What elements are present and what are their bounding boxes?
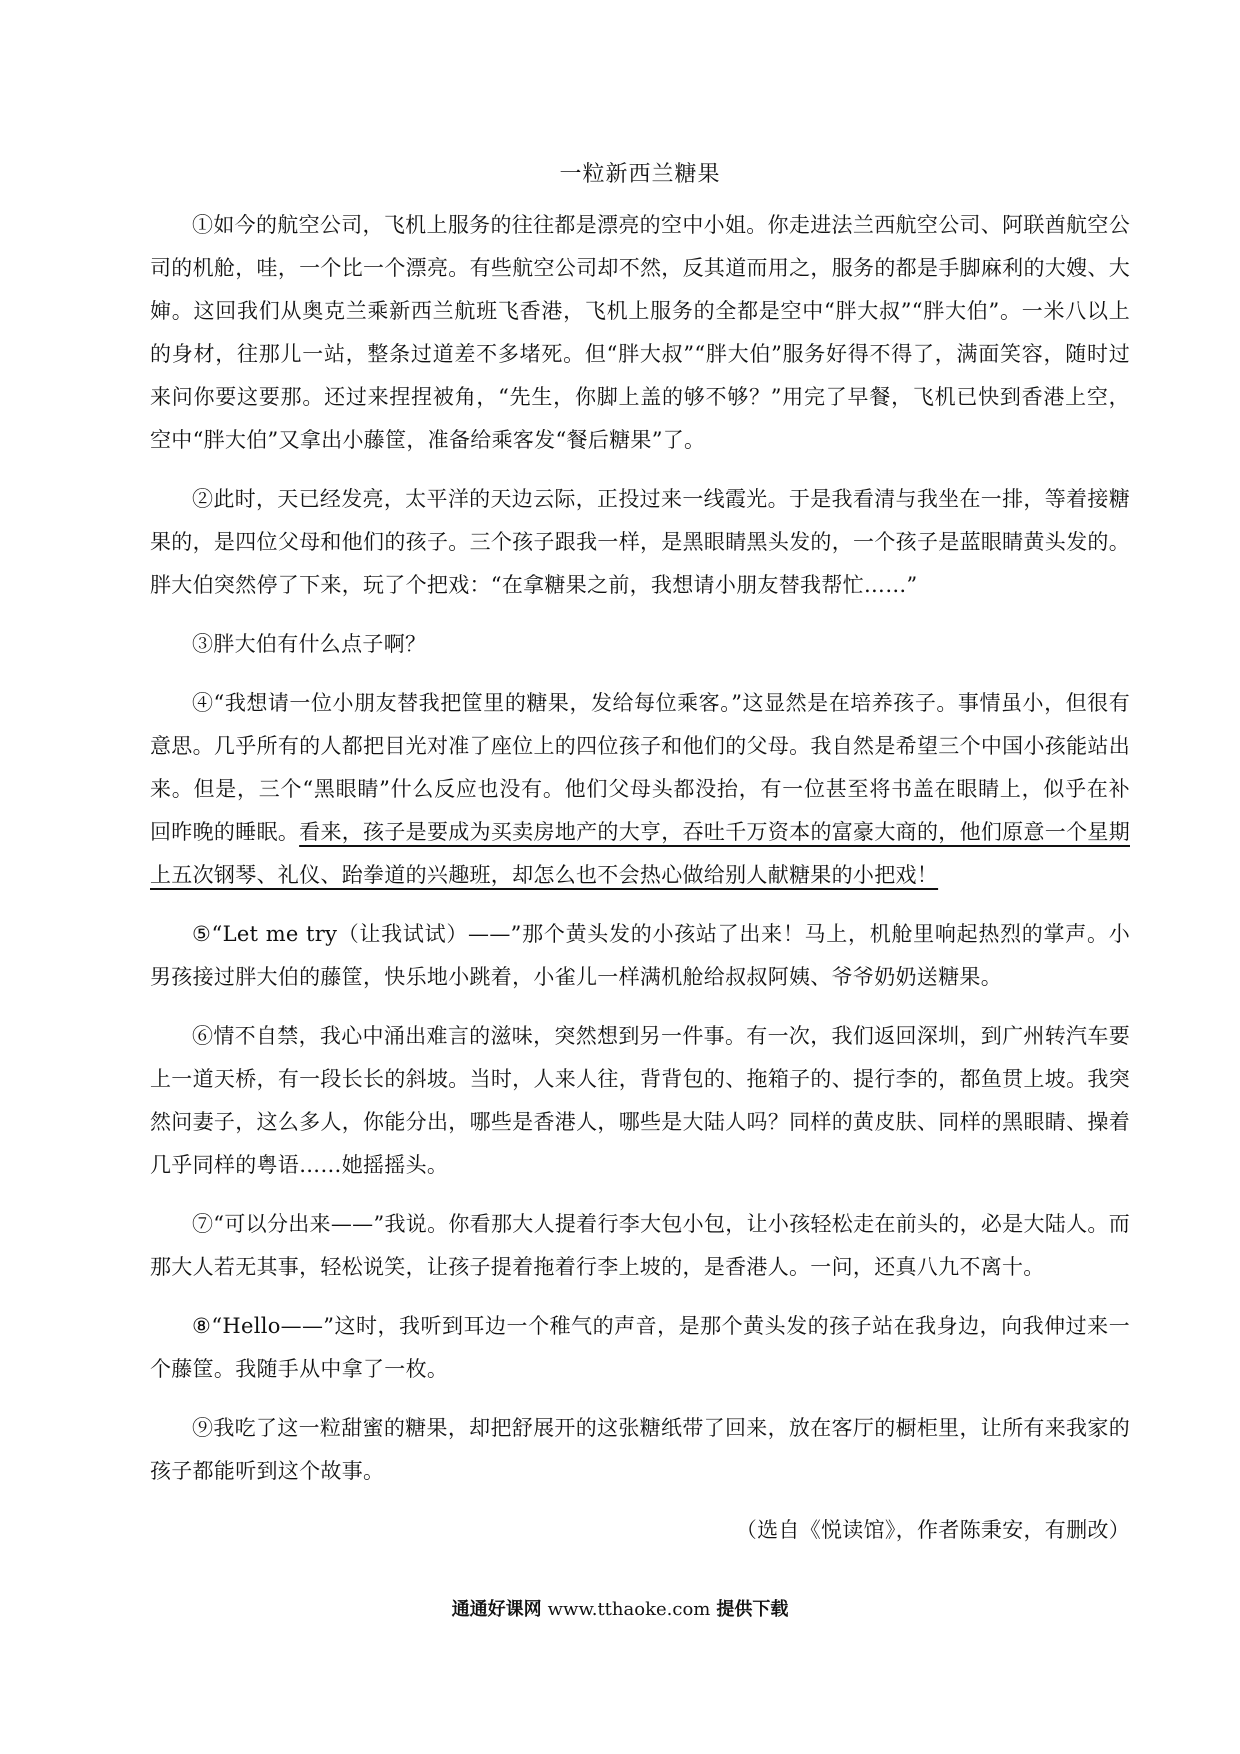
document-title: 一粒新西兰糖果 — [559, 162, 721, 187]
source-citation: （选自《悦读馆》，作者陈秉安，有删改） — [735, 1518, 1130, 1542]
page-footer — [0, 1598, 1240, 1622]
footer-site: www.tthaoke.com — [547, 1599, 711, 1620]
paragraph-3: ③胖大伯有什么点子啊？ — [192, 632, 427, 656]
paragraph-2: ②此时，天已经发亮，太平洋的天边云际，正投过来一线霞光。于是我看清与我坐在一排，等着接糖果的，是四位父母和他们的孩子。三个孩子跟我一样，是黑眼睛黑头发的，一个孩子是蓝眼睛黄头发的。胖大伯突然停了下来，玩了个把戏：“在拿糖果之前，我想请小朋友替我帮忙……” — [150, 487, 1130, 597]
paragraph-6: ⑥情不自禁，我心中涌出难言的滋味，突然想到另一件事。有一次，我们返回深圳，到广州转汽车要上一道天桥，有一段长长的斜坡。当时，人来人往，背背包的、拖箱子的、提行李的，都鱼贯上坡。我突然问妻子，这么多人，你能分出，哪些是香港人，哪些是大陆人吗？同样的黄皮肤、同样的黑眼睛、操着几乎同样的粤语……她摇摇头。 — [150, 1024, 1130, 1177]
footer-suffix: 提供下载 — [716, 1599, 789, 1620]
footer-brand: 通通好课网 — [451, 1599, 542, 1620]
paragraph-7: ⑦“可以分出来——”我说。你看那大人提着行李大包小包，让小孩轻松走在前头的，必是大陆人。而那大人若无其事，轻松说笑，让孩子提着拖着行李上坡的，是香港人。一问，还真八九不离十。 — [150, 1212, 1130, 1279]
paragraph-5: ⑤“Let me try（让我试试）——”那个黄头发的小孩站了出来！马上，机舱里响起热烈的掌声。小男孩接过胖大伯的藤筐，快乐地小跳着，小雀儿一样满机舱给叔叔阿姨、爷爷奶奶送糖果。 — [150, 922, 1130, 989]
paragraph-1: ①如今的航空公司，飞机上服务的往往都是漂亮的空中小姐。你走进法兰西航空公司、阿联酋航空公司的机舱，哇，一个比一个漂亮。有些航空公司却不然，反其道而用之，服务的都是手脚麻利的大嫂、大婶。这回我们从奥克兰乘新西兰航班飞香港，飞机上服务的全都是空中“胖大叔”“胖大伯”。一米八以上的身材，往那儿一站，整条过道差不多堵死。但“胖大叔”“胖大伯”服务好得不得了，满面笑容，随时过来问你要这要那。还过来捏捏被角，“先生，你脚上盖的够不够？”用完了早餐，飞机已快到香港上空，空中“胖大伯”又拿出小藤筐，准备给乘客发“餐后糖果”了。 — [150, 213, 1130, 452]
paragraph-4 — [150, 682, 1130, 897]
document-page — [150, 150, 1130, 1552]
paragraph-8: ⑧“Hello——”这时，我听到耳边一个稚气的声音，是那个黄头发的孩子站在我身边，向我伸过来一个藤筐。我随手从中拿了一枚。 — [150, 1314, 1130, 1381]
paragraph-4-underlined-sentence: 看来，孩子是要成为买卖房地产的大亨，吞吐千万资本的富豪大商的，他们原意一个星期上五次钢琴、礼仪、跆拳道的兴趣班，却怎么也不会热心做给别人献糖果的小把戏！ — [150, 820, 1130, 887]
paragraph-9: ⑨我吃了这一粒甜蜜的糖果，却把舒展开的这张糖纸带了回来，放在客厅的橱柜里，让所有来我家的孩子都能听到这个故事。 — [150, 1416, 1130, 1483]
paragraph-4-text: ④“我想请一位小朋友替我把筐里的糖果，发给每位乘客。”这显然是在培养孩子。事情虽小，但很有意思。几乎所有的人都把目光对准了座位上的四位孩子和他们的父母。我自然是希望三个中国小孩能站出来。但是，三个“黑眼睛”什么反应也没有。他们父母头都没抬，有一位甚至将书盖在眼睛上，似乎在补回昨晚的睡眠。 — [150, 691, 1130, 844]
